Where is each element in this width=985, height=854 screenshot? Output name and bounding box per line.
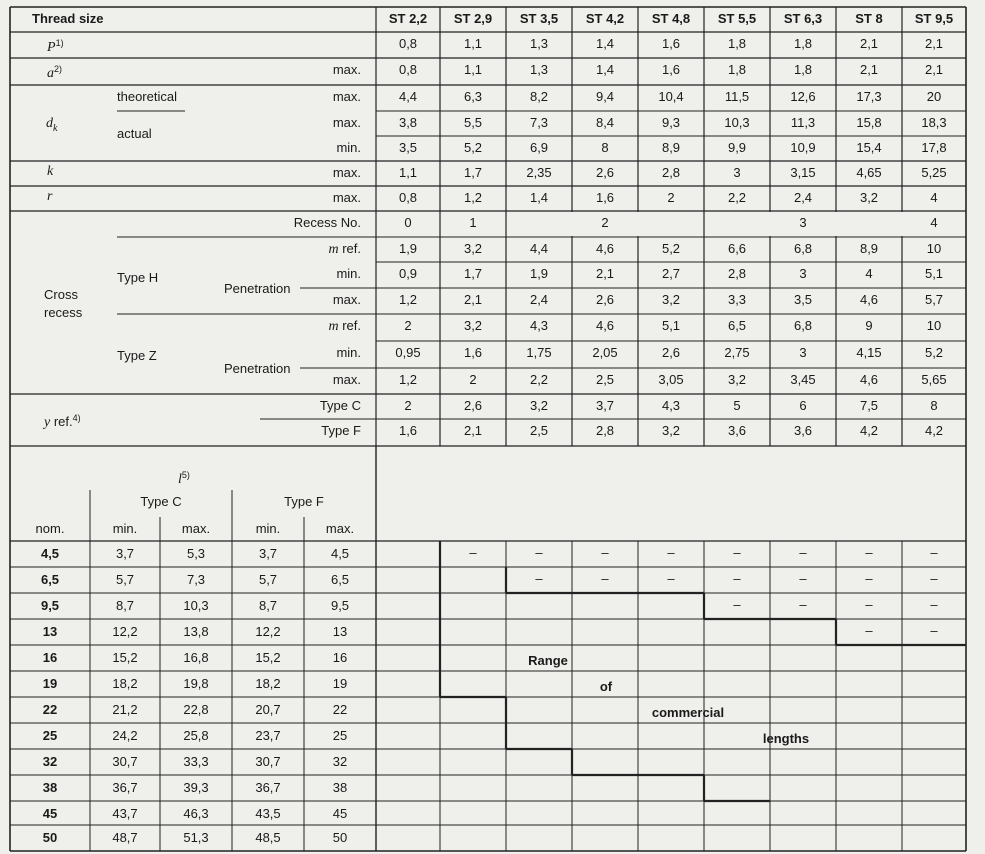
r-value: 0,8 [398,190,418,205]
y-type-f-value: 4,2 [859,423,879,438]
range-label-word: commercial [651,705,725,720]
dk-theoretical-value: 9,4 [595,89,615,104]
y-type-f-value: 3,6 [793,423,813,438]
type-z-m-ref-value-value: 9 [865,318,873,333]
length-c-max-value: 25,8 [183,728,209,743]
recess-no-value: 3 [799,215,807,230]
type-h-penetration-max-value: 5,7 [924,292,944,307]
y-type-c-value: 2 [404,398,412,413]
length-f-min-value: 36,7 [255,780,281,795]
a-symbol-symbol: a [47,66,54,81]
penetration-label: Penetration [224,361,291,376]
length-f-min-value: 15,2 [255,650,281,665]
merged-cell-gap [769,212,772,236]
type-h-penetration-max-value: 3,3 [727,292,747,307]
length-nom-value: 19 [42,676,58,691]
qualifier-max: max. [332,190,361,205]
y-type-f-value: 1,6 [398,423,418,438]
length-c-max-value: 46,3 [183,806,209,821]
dk-theoretical-label: theoretical [117,89,177,104]
dk-actual-max-value: 18,3 [921,115,947,130]
type-h-penetration-max-value: 2,6 [595,292,615,307]
length-f-max-value: 45 [332,806,348,821]
length-f-min-value: 18,2 [255,676,281,691]
length-f-min-value: 12,2 [255,624,281,639]
r-symbol [47,189,52,205]
ref-label: ref. [342,241,361,256]
type-h-penetration-min-value: 5,1 [924,266,944,281]
not-available-dash: – [865,623,873,638]
type-z-penetration-max-value: 3,2 [727,372,747,387]
type-h-penetration-min-value: 2,8 [727,266,747,281]
type-z-penetration-max-value: 4,6 [859,372,879,387]
y-type-c-value: 4,3 [661,398,681,413]
not-available-dash: – [930,597,938,612]
r-value: 2,2 [727,190,747,205]
type-z-m-ref-value-value: 4,3 [529,318,549,333]
a-value: 1,1 [463,62,483,77]
recess-no-value: 1 [469,215,477,230]
penetration-label: Penetration [224,281,291,296]
type-z-penetration-min-value: 4,15 [856,345,882,360]
not-available-dash: – [865,545,873,560]
r-value: 4 [930,190,938,205]
k-value: 3,15 [790,165,816,180]
type-z-m-ref-value-value: 10 [926,318,942,333]
not-available-dash: – [733,571,741,586]
length-f-min-value: 5,7 [258,572,278,587]
y-type-f-value: 2,1 [463,423,483,438]
length-c-min-value: 5,7 [115,572,135,587]
m-symbol: m [328,319,339,334]
type-h-m-ref-value-value: 10 [926,241,942,256]
type-h-m-ref-value-value: 4,4 [529,241,549,256]
a-symbol-footnote: 2) [54,64,63,74]
y-type-f-value: 2,8 [595,423,615,438]
not-available-dash: – [733,545,741,560]
length-nom-value: 45 [42,806,58,821]
not-available-dash: – [535,545,543,560]
dk-actual-max-value: 9,3 [661,115,681,130]
y-symbol: y [44,415,51,430]
length-f-max-value: 22 [332,702,348,717]
head-diameter-symbol [46,116,57,137]
type-z-penetration-max-value: 2,5 [595,372,615,387]
length-f-max-value: 6,5 [330,572,350,587]
type-z-m-ref-value-value: 5,1 [661,318,681,333]
k-value: 1,1 [398,165,418,180]
length-f-min-value: 23,7 [255,728,281,743]
length-c-max-value: 19,8 [183,676,209,691]
dk-actual-min-value: 15,4 [856,140,882,155]
y-type-f-value: 3,2 [661,423,681,438]
not-available-dash: – [667,571,675,586]
type-h-penetration-min-value: 0,9 [398,266,418,281]
dk-actual-min-value: 10,9 [790,140,816,155]
dk-theoretical-value: 11,5 [724,89,750,104]
pitch-value: 0,8 [398,36,418,51]
type-z-m-ref-value-value: 3,2 [463,318,483,333]
length-f-max-value: 50 [332,830,348,845]
r-value: 3,2 [859,190,879,205]
not-available-dash: – [799,545,807,560]
type-h-m-ref-value-value: 8,9 [859,241,879,256]
a-value: 1,6 [661,62,681,77]
length-c-min-value: 30,7 [112,754,138,769]
type-z-penetration-min-value: 1,6 [463,345,483,360]
k-value: 2,6 [595,165,615,180]
dk-theoretical-value: 10,4 [658,89,684,104]
recess-no-value: 4 [930,215,938,230]
length-nom-value: 4,5 [40,546,60,561]
thread-size-column-header: ST 5,5 [717,11,757,26]
not-available-dash: – [469,545,477,560]
length-f-max-value: 9,5 [330,598,350,613]
length-c-max-value: 7,3 [186,572,206,587]
length-f-max-value: 38 [332,780,348,795]
dk-actual-max-value: 7,3 [529,115,549,130]
head-diameter-symbol-symbol: d [46,116,53,131]
dk-theoretical-value: 4,4 [398,89,418,104]
not-available-dash: – [733,597,741,612]
range-label-word: Range [528,653,568,668]
type-z-penetration-max-value: 2 [469,372,477,387]
length-nom-value: 13 [42,624,58,639]
length-c-max-value: 33,3 [183,754,209,769]
type-z-m-ref-value-value: 6,8 [793,318,813,333]
dk-theoretical-value: 17,3 [856,89,882,104]
length-c-max-value: 10,3 [183,598,209,613]
a-value: 1,8 [793,62,813,77]
y-type-f-value: 3,6 [727,423,747,438]
type-z-label: Type Z [117,348,157,363]
length-nom-value: 6,5 [40,572,60,587]
recess-no-value: 0 [404,215,412,230]
length-nom-value: 9,5 [40,598,60,613]
not-available-dash: – [667,545,675,560]
l-footnote: 5) [181,470,190,480]
merged-cell-gap [901,212,904,236]
type-z-penetration-max-value: 2,2 [529,372,549,387]
pitch-value: 1,1 [463,36,483,51]
type-h-m-ref-value-value: 3,2 [463,241,483,256]
pitch-symbol [47,35,64,56]
not-available-dash: – [535,571,543,586]
qualifier-max: max. [332,372,361,387]
y-type-c-value: 5 [733,398,741,413]
length-max-header: max. [181,521,211,536]
length-f-min-value: 43,5 [255,806,281,821]
type-h-penetration-max-value: 1,2 [398,292,418,307]
head-diameter-symbol-subscript: k [53,122,58,134]
qualifier-min: min. [336,140,361,155]
m-symbol: m [328,242,339,257]
type-h-penetration-min-value: 3 [799,266,807,281]
y-ref-label [44,410,81,431]
not-available-dash: – [601,571,609,586]
merged-cell-gap [571,212,574,236]
type-z-penetration-max-value: 3,05 [658,372,684,387]
qualifier-max: max. [332,62,361,77]
length-c-max-value: 5,3 [186,546,206,561]
type-h-label: Type H [117,270,159,285]
dk-actual-min-value: 5,2 [463,140,483,155]
length-f-max-value: 32 [332,754,348,769]
a-value: 1,3 [529,62,549,77]
k-value: 2,8 [661,165,681,180]
y-type-f-label: Type F [321,423,361,438]
qualifier-max: max. [332,89,361,104]
type-h-penetration-max-value: 3,2 [661,292,681,307]
y-type-f-value: 2,5 [529,423,549,438]
type-z-penetration-min-value: 2,75 [724,345,750,360]
y-type-c-label: Type C [319,398,361,413]
type-z-m-ref-value-value: 2 [404,318,412,333]
length-nom-value: 38 [42,780,58,795]
length-f-min-value: 30,7 [255,754,281,769]
k-value: 1,7 [463,165,483,180]
type-h-penetration-max-value: 2,1 [463,292,483,307]
type-z-m-ref-value-value: 4,6 [595,318,615,333]
ref-label: ref. [342,318,361,333]
not-available-dash: – [930,545,938,560]
a-value: 1,8 [727,62,747,77]
y-type-c-value: 6 [799,398,807,413]
thread-size-column-header: ST 8 [855,11,883,26]
l-symbol: l [178,472,182,487]
length-c-max-value: 16,8 [183,650,209,665]
k-symbol-symbol: k [47,164,54,179]
length-c-max-value: 51,3 [183,830,209,845]
range-label-word: lengths [762,731,810,746]
dk-theoretical-value: 8,2 [529,89,549,104]
length-type-c-header: Type C [140,494,182,509]
length-c-min-value: 36,7 [112,780,138,795]
a-value: 1,4 [595,62,615,77]
y-type-c-value: 8 [930,398,938,413]
not-available-dash: – [930,571,938,586]
not-available-dash: – [865,571,873,586]
pitch-value: 1,8 [793,36,813,51]
thread-size-column-header: ST 2,2 [388,11,428,26]
pitch-value: 1,6 [661,36,681,51]
qualifier-max: max. [332,115,361,130]
type-z-penetration-min-value: 0,95 [395,345,421,360]
length-c-max-value: 13,8 [183,624,209,639]
length-c-min-value: 48,7 [112,830,138,845]
dk-actual-max-value: 5,5 [463,115,483,130]
thread-size-column-header: ST 9,5 [914,11,954,26]
dk-actual-min-value: 8,9 [661,140,681,155]
a-symbol [47,61,62,82]
type-h-penetration-min-value: 1,9 [529,266,549,281]
type-z-penetration-max-value: 1,2 [398,372,418,387]
length-nom-value: 50 [42,830,58,845]
length-symbol [178,467,190,488]
not-available-dash: – [930,623,938,638]
type-h-penetration-max-value: 2,4 [529,292,549,307]
y-footnote: 4) [72,413,81,423]
dk-actual-max-value: 11,3 [790,115,816,130]
r-value: 2,4 [793,190,813,205]
pitch-value: 2,1 [924,36,944,51]
pitch-symbol-symbol: P [47,40,56,55]
thread-size-column-header: ST 6,3 [783,11,823,26]
length-c-max-value: 22,8 [183,702,209,717]
length-f-min-value: 8,7 [258,598,278,613]
r-symbol-symbol: r [47,189,53,204]
type-z-m-ref [328,318,361,335]
k-value: 4,65 [856,165,882,180]
a-value: 2,1 [859,62,879,77]
dk-actual-min-value: 3,5 [398,140,418,155]
type-z-penetration-min-value: 3 [799,345,807,360]
length-type-f-header: Type F [284,494,324,509]
dk-actual-max-value: 3,8 [398,115,418,130]
length-nom-value: 16 [42,650,58,665]
pitch-value: 1,3 [529,36,549,51]
dk-theoretical-value: 6,3 [463,89,483,104]
length-c-min-value: 18,2 [112,676,138,691]
length-f-min-value: 3,7 [258,546,278,561]
type-h-m-ref-value-value: 6,8 [793,241,813,256]
merged-cell-gap [637,212,640,236]
thread-size-column-header: ST 4,2 [585,11,625,26]
length-c-min-value: 24,2 [112,728,138,743]
length-f-max-value: 13 [332,624,348,639]
dk-actual-max-value: 15,8 [856,115,882,130]
r-value: 2 [667,190,675,205]
length-c-min-value: 21,2 [112,702,138,717]
type-z-penetration-min-value: 2,6 [661,345,681,360]
dk-actual-max-value: 10,3 [724,115,750,130]
length-f-min-value: 20,7 [255,702,281,717]
k-value: 3 [733,165,741,180]
length-min-header: min. [112,521,138,536]
type-h-m-ref-value-value: 5,2 [661,241,681,256]
length-c-min-value: 12,2 [112,624,138,639]
recess-no-value: 2 [601,215,609,230]
length-nom-header: nom. [35,521,65,536]
thread-size-column-header: ST 2,9 [453,11,493,26]
thread-size-column-header: ST 3,5 [519,11,559,26]
type-z-penetration-min-value: 5,2 [924,345,944,360]
length-nom-value: 22 [42,702,58,717]
dk-actual-min-value: 9,9 [727,140,747,155]
length-f-max-value: 16 [332,650,348,665]
type-h-m-ref-value-value: 4,6 [595,241,615,256]
cross-recess-label: Cross [44,287,78,302]
type-h-m-ref [328,241,361,258]
type-h-penetration-min-value: 4 [865,266,873,281]
y-type-c-value: 3,7 [595,398,615,413]
pitch-symbol-footnote: 1) [55,38,64,48]
length-nom-value: 25 [42,728,58,743]
dk-actual-min-value: 17,8 [921,140,947,155]
length-c-min-value: 43,7 [112,806,138,821]
r-value: 1,4 [529,190,549,205]
not-available-dash: – [865,597,873,612]
thread-size-header: Thread size [32,11,104,26]
recess-no-label: Recess No. [293,215,361,230]
y-type-c-value: 2,6 [463,398,483,413]
y-ref-text: ref. [53,414,73,429]
not-available-dash: – [799,597,807,612]
dk-actual-label: actual [117,126,152,141]
y-type-f-value: 4,2 [924,423,944,438]
cross-recess-label: recess [44,305,83,320]
length-max-header: max. [325,521,355,536]
r-value: 1,6 [595,190,615,205]
qualifier-max: max. [332,165,361,180]
type-z-penetration-min-value: 1,75 [526,345,552,360]
type-z-penetration-max-value: 5,65 [921,372,947,387]
not-available-dash: – [799,571,807,586]
type-h-m-ref-value-value: 1,9 [398,241,418,256]
type-z-penetration-min-value: 2,05 [592,345,618,360]
y-type-c-value: 7,5 [859,398,879,413]
k-value: 5,25 [921,165,947,180]
pitch-value: 2,1 [859,36,879,51]
k-symbol [47,164,53,180]
pitch-value: 1,4 [595,36,615,51]
pitch-value: 1,8 [727,36,747,51]
type-h-penetration-max-value: 4,6 [859,292,879,307]
dk-actual-min-value: 6,9 [529,140,549,155]
thread-size-column-header: ST 4,8 [651,11,691,26]
merged-cell-gap [835,212,838,236]
length-c-min-value: 8,7 [115,598,135,613]
not-available-dash: – [601,545,609,560]
r-value: 1,2 [463,190,483,205]
y-type-c-value: 3,2 [529,398,549,413]
length-nom-value: 32 [42,754,58,769]
length-f-max-value: 25 [332,728,348,743]
length-c-max-value: 39,3 [183,780,209,795]
length-c-min-value: 15,2 [112,650,138,665]
qualifier-min: min. [336,345,361,360]
dk-actual-max-value: 8,4 [595,115,615,130]
type-h-penetration-max-value: 3,5 [793,292,813,307]
length-f-max-value: 4,5 [330,546,350,561]
length-f-min-value: 48,5 [255,830,281,845]
a-value: 0,8 [398,62,418,77]
length-f-max-value: 19 [332,676,348,691]
type-h-penetration-min-value: 2,7 [661,266,681,281]
type-h-penetration-min-value: 2,1 [595,266,615,281]
type-z-penetration-max-value: 3,45 [790,372,816,387]
qualifier-min: min. [336,266,361,281]
k-value: 2,35 [526,165,552,180]
dk-theoretical-value: 12,6 [790,89,816,104]
type-h-m-ref-value-value: 6,6 [727,241,747,256]
length-min-header: min. [255,521,281,536]
qualifier-max: max. [332,292,361,307]
dk-theoretical-value: 20 [926,89,942,104]
a-value: 2,1 [924,62,944,77]
dk-actual-min-value: 8 [601,140,609,155]
length-c-min-value: 3,7 [115,546,135,561]
type-z-m-ref-value-value: 6,5 [727,318,747,333]
range-label-word: of [599,679,613,694]
type-h-penetration-min-value: 1,7 [463,266,483,281]
